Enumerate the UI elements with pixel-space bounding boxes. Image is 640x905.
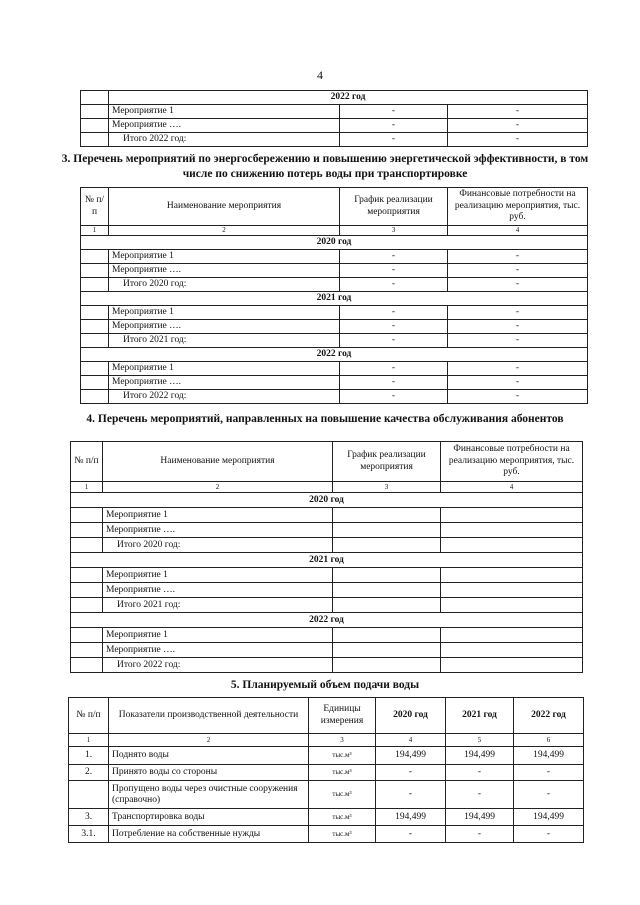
table-row: Итого 2020 год: [71, 538, 583, 553]
header-2022: 2022 год [514, 698, 584, 734]
table-row: Мероприятие …. [71, 523, 583, 538]
header-2021: 2021 год [446, 698, 514, 734]
table-row: Пропущено воды через очистные сооружения (справочно) тыс.м³ - - - [69, 781, 584, 809]
table-row: Мероприятие 1 [71, 628, 583, 643]
page-number: 4 [317, 68, 323, 82]
table-row: Итого 2022 год: - - [81, 390, 588, 404]
table-row: Мероприятие 1 - - [81, 362, 588, 376]
activity-name: Мероприятие 1 [109, 105, 340, 119]
table-row: Итого 2021 год: - - [81, 334, 588, 348]
header-indicator: Показатели производственной деятельности [109, 698, 309, 734]
header-num: № п/п [69, 698, 109, 734]
table-row: Итого 2020 год: - - [81, 278, 588, 292]
section-5-table: № п/п Показатели производственной деятельности Единицы измерения 2020 год 2021 год 2022 год 1 2 3 4 5 6 1. Поднято воды тыс.м³ 194,499 194,499 194,499 2. Принято воды со стороны тыс.м³ - - - Пропущено воды через очистные сооружения (справочно) тыс.м³ - - - 3. Транспортировка воды тыс.м³ 194,499 194,499 194,499 3.1. Потребление на собственные нужды тыс.м³ - - - [68, 697, 584, 843]
header-num: № п/п [81, 188, 109, 226]
table-row: 2. Принято воды со стороны тыс.м³ - - - [69, 765, 584, 781]
header-name: Наименование мероприятия [103, 442, 333, 482]
total-label: Итого 2022 год: [109, 133, 340, 147]
activity-name: Мероприятие …. [109, 119, 340, 133]
table-row: Мероприятие …. - - [81, 376, 588, 390]
top-continuation-table [80, 90, 588, 147]
table-row: Итого 2022 год: - - [81, 133, 588, 147]
header-schedule: График реализации мероприятия [340, 188, 448, 226]
header-2020: 2020 год [376, 698, 446, 734]
table-row: Итого 2021 год: [71, 598, 583, 613]
table-row: Мероприятие …. - - [81, 264, 588, 278]
table-row: Мероприятие 1 [71, 568, 583, 583]
year-header: 2020 год [71, 493, 583, 508]
section-3-title: 3. Перечень мероприятий по энергосбережению и повышению энергетической эффективности, в том числе по снижению потерь воды при транспортировке [61, 153, 589, 180]
table-row: Мероприятие 1 - - [81, 105, 588, 119]
section-3-table: № п/п Наименование мероприятия График реализации мероприятия Финансовые потребности на реализацию мероприятия, тыс. руб. 1 2 3 4 2020 год Мероприятие 1 - - Мероприятие …. - - Итого 2020 год: - - 2021 год Мероприятие 1 - - Мероприятие …. - - Итого 2021 год: - - 2022 год Мероприятие 1 - - Мероприятие …. - - Итого 2022 год: - - [80, 187, 588, 404]
table-row: Мероприятие …. [71, 583, 583, 598]
section-4-title: 4. Перечень мероприятий, направленных на повышение качества обслуживания абонентов [86, 413, 564, 425]
table-row: Мероприятие …. - - [81, 320, 588, 334]
table-row: 1. Поднято воды тыс.м³ 194,499 194,499 194,499 [69, 747, 584, 765]
header-unit: Единицы измерения [309, 698, 376, 734]
year-header: 2020 год [81, 236, 588, 250]
header-name: Наименование мероприятия [109, 188, 340, 226]
year-header: 2022 год [81, 348, 588, 362]
section-4-table: № п/п Наименование мероприятия График реализации мероприятия Финансовые потребности на реализацию мероприятия, тыс. руб. 1 2 3 4 2020 год Мероприятие 1 Мероприятие …. Итого 2020 год: 2021 год Мероприятие 1 Мероприятие …. Итого 2021 год: 2022 год Мероприятие 1 Мероприятие …. Итого 2022 год: [70, 441, 583, 673]
year-header: 2021 год [81, 292, 588, 306]
table-row: Мероприятие 1 - - [81, 250, 588, 264]
table-row: Мероприятие 1 - - [81, 306, 588, 320]
year-header: 2022 год [109, 91, 588, 105]
section-5-title: 5. Планируемый объем подачи воды [230, 679, 420, 691]
table-row: Мероприятие …. [71, 643, 583, 658]
table-row: 3. Транспортировка воды тыс.м³ 194,499 194,499 194,499 [69, 809, 584, 826]
header-schedule: График реализации мероприятия [333, 442, 441, 482]
year-header: 2021 год [71, 553, 583, 568]
header-finance: Финансовые потребности на реализацию мероприятия, тыс. руб. [441, 442, 583, 482]
header-num: № п/п [71, 442, 103, 482]
table-row: Мероприятие …. - - [81, 119, 588, 133]
table-row: 3.1. Потребление на собственные нужды тыс.м³ - - - [69, 826, 584, 843]
table-row: Мероприятие 1 [71, 508, 583, 523]
header-finance: Финансовые потребности на реализацию мероприятия, тыс. руб. [448, 188, 588, 226]
year-header: 2022 год [71, 613, 583, 628]
table-row: Итого 2022 год: [71, 658, 583, 673]
